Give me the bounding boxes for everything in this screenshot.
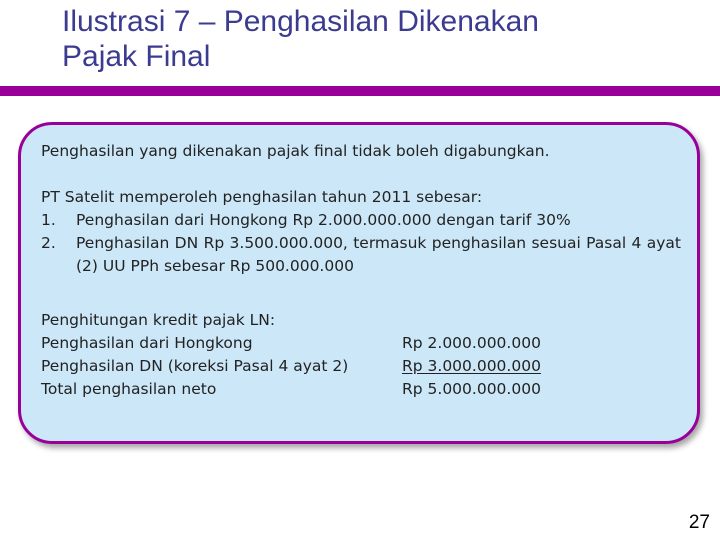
list-item-number: 2. [41, 234, 56, 252]
calculation-label: Total penghasilan neto [41, 380, 217, 398]
intro-section [41, 140, 701, 163]
intro-text: Penghasilan yang dikenakan pajak final tidak boleh digabungkan. [41, 142, 550, 160]
list-item [41, 232, 701, 278]
list-item-number: 1. [41, 211, 56, 229]
title-line-2: Pajak Final [62, 40, 211, 73]
calculation-heading: Penghitungan kredit pajak LN: [41, 311, 276, 329]
calculation-row [41, 355, 701, 378]
calculation-value: Rp 5.000.000.000 [402, 380, 541, 398]
income-list [41, 209, 701, 278]
case-section [41, 186, 701, 278]
list-item-text: Penghasilan DN Rp 3.500.000.000, termasuk penghasilan sesuai Pasal 4 ayat (2) UU PPh sebesar Rp 500.000.000 [76, 234, 681, 275]
page-number: 27 [688, 512, 710, 533]
case-heading: PT Satelit memperoleh penghasilan tahun 2011 sebesar: [41, 188, 483, 206]
slide-title [62, 4, 702, 74]
calculation-row [41, 378, 701, 401]
calculation-label: Penghasilan dari Hongkong [41, 334, 253, 352]
list-item [41, 209, 701, 232]
title-divider [0, 86, 720, 96]
calculation-label: Penghasilan DN (koreksi Pasal 4 ayat 2) [41, 357, 349, 375]
title-line-1: Ilustrasi 7 – Penghasilan Dikenakan [62, 5, 539, 38]
calculation-value: Rp 2.000.000.000 [402, 334, 541, 352]
calculation-section [41, 309, 701, 401]
calculation-value: Rp 3.000.000.000 [402, 357, 541, 375]
list-item-text: Penghasilan dari Hongkong Rp 2.000.000.000 dengan tarif 30% [76, 211, 571, 229]
calculation-row [41, 332, 701, 355]
